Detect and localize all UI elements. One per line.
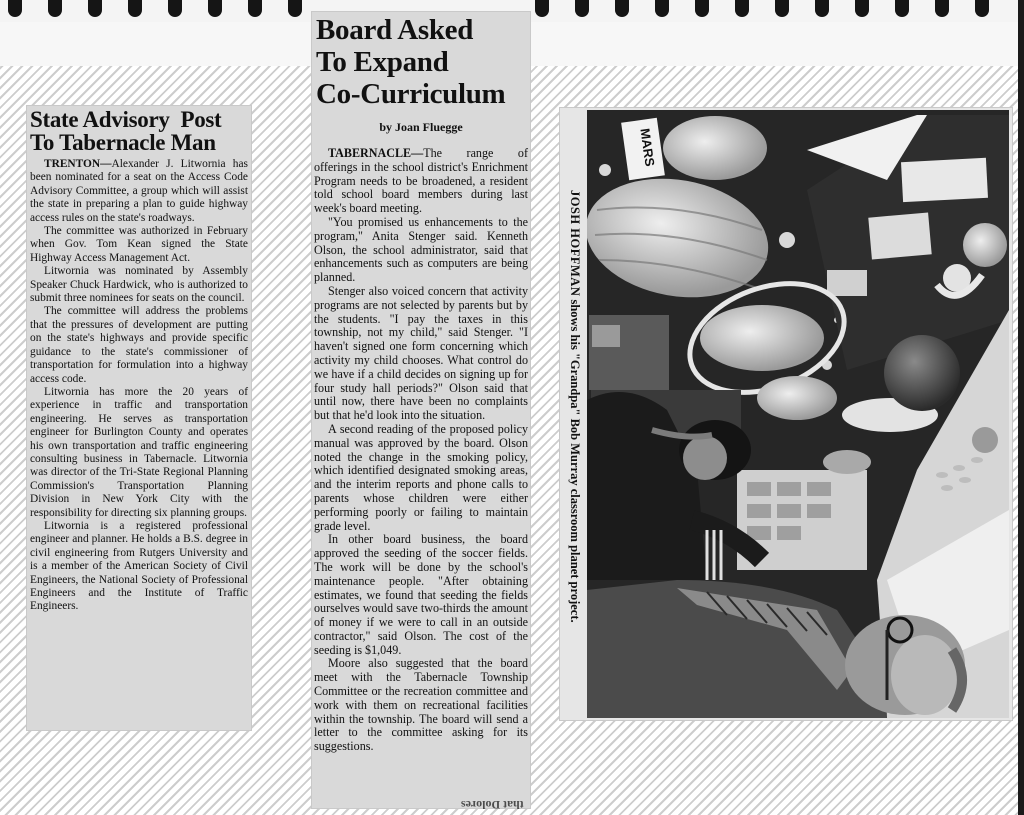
byline: by Joan Fluegge <box>379 120 463 134</box>
caption-text: shows his "Grandpa" Bob Murray classroom planet project. <box>568 296 582 623</box>
binding-ring <box>288 0 302 17</box>
mars-sign-text: MARS <box>637 127 658 168</box>
binding-ring <box>208 0 222 17</box>
binding-ring <box>248 0 262 17</box>
caption-name: JOSH HOFFMAN <box>568 190 582 297</box>
cutoff-text: that Dolores <box>461 798 524 812</box>
headline-line: Co-Curriculum <box>316 78 506 110</box>
planet <box>757 376 837 420</box>
article-paragraph: Litwornia is a registered professional engineer and planner. He holds a B.S. degree in civil engineering from Rutgers University and is a member of the American Society of Civil Engineers, the National Society of Professional Engineers and the Institute of Traffic Engineers. <box>30 519 248 613</box>
binding-ring <box>168 0 182 17</box>
left-article-headline <box>30 108 248 154</box>
binding-ring <box>535 0 549 17</box>
paragraph-text: The range of offerings in the school district's Enrichment Program needs to be broadened, a resident told school board members during last week's board meeting. <box>314 146 528 216</box>
headline-line: To Tabernacle Man <box>30 130 216 155</box>
article-paragraph: The committee will address the problems that the pressures of development are putting on the state's highways and provide specific guidance to the state's commissioner of transportation for formulation into a highway access code. <box>30 305 248 385</box>
article-paragraph: Moore also suggested that the board meet with the Tabernacle Township Committee or the recreation committee and work with them on recreational facilities within the township. The board will send a letter to the committee asking for its suggestions. <box>314 656 528 754</box>
binding-ring <box>48 0 62 17</box>
article-paragraph: Stenger also voiced concern that activity programs are not selected by parents but by the students. "I pay the taxes in this township, not my child," said Stenger. "I haven't signed one form concerning which activity my child chooses. What control do we have if a child decides on signing up for four study hall periods?" Olson said that until now, there have been no complaints but that he'd look into the situation. <box>314 283 528 423</box>
middle-article-headline <box>316 14 528 110</box>
binding-ring <box>575 0 589 17</box>
left-article-body <box>30 158 248 614</box>
article-paragraph: Litwornia has more the 20 years of experience in traffic and transportation engineering. He serves as transportation engineer for Burlington County and operates his own transportation and traffic engineering consulting business in Tabernacle. Litwornia was director of the Tri-State Regional Planning Commission's Transportation Planning Division in New York City with the responsibility for directing six planning groups. <box>30 385 248 519</box>
binding-ring <box>735 0 749 17</box>
binding-ring <box>655 0 669 17</box>
headline-line: State Advisory Post <box>30 107 222 132</box>
binding-ring <box>695 0 709 17</box>
article-paragraph: The committee was authorized in February when Gov. Tom Kean signed the State Highway Access Management Act. <box>30 225 248 264</box>
planet-with-rings <box>700 305 824 371</box>
globe <box>884 335 960 411</box>
binding-ring <box>975 0 989 17</box>
headline-line: Board Asked <box>316 14 474 46</box>
binding-ring <box>935 0 949 17</box>
planet <box>663 116 767 180</box>
article-paragraph: Litwornia was nominated by Assembly Speaker Chuck Hardwick, who is authorized to submit three nominees for seats on the council. <box>30 265 248 305</box>
article-paragraph: "You promised us enhancements to the program," Anita Stenger said. Kenneth Olson, the school administrator, said that enhancements such as computers are being planned. <box>314 214 528 285</box>
binding-ring <box>88 0 102 17</box>
binding-ring <box>775 0 789 17</box>
article-paragraph <box>314 147 528 216</box>
article-paragraph: In other board business, the board approved the seeding of the soccer fields. The work will be done by the school's maintenance people. "After obtaining estimates, we found that seeding the fields ourselves would save two-thirds the amount of money if we were to call in an outside contractor," said Olson. The cost of the seeding is $1,049. <box>314 532 528 657</box>
binding-ring <box>8 0 22 17</box>
binding-ring <box>855 0 869 17</box>
dateline: TABERNACLE— <box>328 146 424 160</box>
photo-caption <box>562 190 584 730</box>
binding-ring <box>128 0 142 17</box>
headline-line: To Expand <box>316 46 449 78</box>
photo-clipping <box>560 108 1012 720</box>
middle-article-body <box>314 147 528 754</box>
paragraph-text: Alexander J. Litwornia has been nominated for a seat on the Access Code Advisory Committee, a group which will assist the state in preparing a plan to guide highway access rules on the state's roadways. <box>30 158 248 224</box>
binding-ring <box>895 0 909 17</box>
binding-ring <box>615 0 629 17</box>
article-paragraph <box>30 158 248 225</box>
binding-ring <box>815 0 829 17</box>
dateline: TRENTON— <box>44 158 112 170</box>
middle-article-clipping <box>312 12 530 812</box>
newspaper-photo <box>587 110 1009 718</box>
page-edge <box>1018 0 1024 815</box>
left-article-clipping <box>27 106 251 730</box>
article-paragraph: A second reading of the proposed policy manual was approved by the board. Olson noted the change in the smoking policy, which identified designated smoking areas, and the interim reports and phone calls to parents whose children were either performing poorly or failing to maintain grade level. <box>314 421 528 533</box>
photo-illustration <box>587 110 1009 718</box>
